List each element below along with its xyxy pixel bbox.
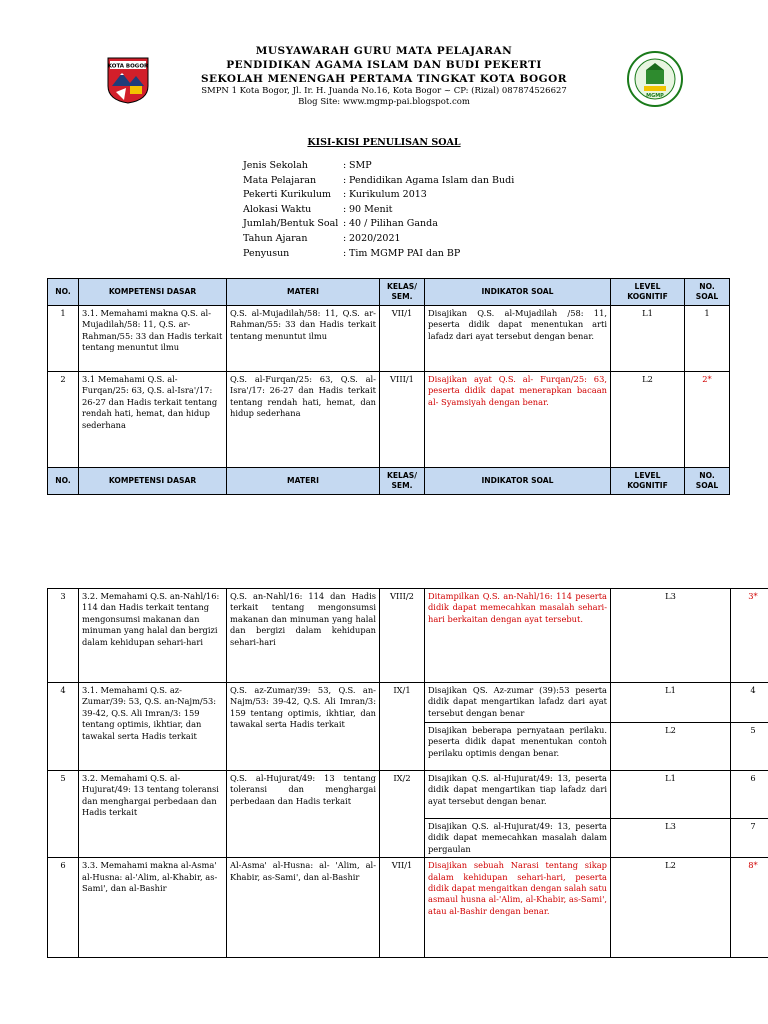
table-cell: L2 xyxy=(611,372,685,468)
table-cell: Al-Asma' al-Husna: al- 'Alim, al-Khabir, as-Sami', dan al-Bashir xyxy=(227,858,380,958)
table-cell: 4 xyxy=(48,683,79,771)
info-value: 40 / Pilihan Ganda xyxy=(349,218,438,230)
table-row xyxy=(48,589,768,683)
table-row xyxy=(48,771,768,819)
table-cell: 3 xyxy=(48,589,79,683)
table-cell: Disajikan sebuah Narasi tentang sikap dalam kehidupan sehari-hari, peserta didik dapat mengaitkan dengan salah satu asmaul husna al-'Alim, al-Khabir, as-Sami', atau al-Bashir dengan benar. xyxy=(425,858,611,958)
col-header: INDIKATOR SOAL xyxy=(425,468,611,495)
kisi-table-2 xyxy=(47,588,768,958)
svg-text:KOTA BOGOR: KOTA BOGOR xyxy=(107,63,149,70)
table-cell: 6 xyxy=(731,771,768,819)
col-header: MATERI xyxy=(227,279,380,306)
table-cell: 2* xyxy=(685,372,730,468)
table-cell: Disajikan Q.S. al-Hujurat/49: 13, peserta didik dapat mengartikan tiap lafadz dari ayat tersebut dengan benar. xyxy=(425,771,611,819)
table-cell: 8* xyxy=(731,858,768,958)
org-line-2: PENDIDIKAN AGAMA ISLAM DAN BUDI PEKERTI xyxy=(226,59,542,71)
info-colon: : xyxy=(343,189,347,201)
document-info xyxy=(243,159,514,261)
table-header-row xyxy=(48,279,730,306)
info-row xyxy=(243,217,514,232)
logo-text: MGMP xyxy=(646,93,664,99)
org-address: SMPN 1 Kota Bogor, Jl. Ir. H. Juanda No.16, Kota Bogor ~ CP: (Rizal) 087874526627 xyxy=(201,86,567,96)
table-cell: 3.2. Memahami Q.S. an-Nahl/16: 114 dan Hadis terkait tentang mengonsumsi makanan dan minuman yang halal dan bergizi dalam kehidupan sehari-hari xyxy=(79,589,227,683)
table-cell: 3.1. Memahami makna Q.S. al-Mujadilah/58: 11, Q.S. ar-Rahman/55: 33 dan Hadis terkait tentang menuntut ilmu xyxy=(79,306,227,372)
table-cell: Q.S. az-Zumar/39: 53, Q.S. an-Najm/53: 39-42, Q.S. Ali Imran/3: 159 tentang optimis, ikhtiar, dan tawakal serta Hadis terkait xyxy=(227,683,380,771)
info-value: Tim MGMP PAI dan BP xyxy=(349,247,461,259)
info-key: Tahun Ajaran xyxy=(243,232,308,244)
table-cell: Ditampilkan Q.S. an-Nahl/16: 114 peserta didik dapat memecahkan masalah sehari-hari berkaitan dengan ayat tersebut. xyxy=(425,589,611,683)
table-cell: L2 xyxy=(611,723,731,771)
col-header: MATERI xyxy=(227,468,380,495)
info-colon: : xyxy=(343,203,347,215)
info-colon: : xyxy=(343,174,347,186)
col-header: NO. xyxy=(48,279,79,306)
table-cell: 3.1. Memahami Q.S. az-Zumar/39: 53, Q.S. an-Najm/53: 39-42, Q.S. Ali Imran/3: 159 tentang optimis, ikhtiar, dan tawakal serta Hadis terkait xyxy=(79,683,227,771)
table-cell: 7 xyxy=(731,819,768,858)
col-header: LEVEL KOGNITIF xyxy=(611,468,685,495)
table-cell: Disajikan Q.S. al-Mujadilah /58: 11, peserta didik dapat menentukan arti lafadz dari ayat tersebut dengan benar. xyxy=(425,306,611,372)
info-colon: : xyxy=(343,232,347,244)
table-cell: L2 xyxy=(611,858,731,958)
info-value: 2020/2021 xyxy=(349,232,401,244)
table-cell: VIII/1 xyxy=(380,372,425,468)
table-cell: 4 xyxy=(731,683,768,723)
org-blog: Blog Site: www.mgmp-pai.blogspot.com xyxy=(298,97,470,107)
info-key: Jenis Sekolah xyxy=(243,160,308,171)
table-cell: 3* xyxy=(731,589,768,683)
table-cell: 1 xyxy=(685,306,730,372)
info-colon: : xyxy=(343,247,347,259)
info-row xyxy=(243,203,514,218)
table-cell: 3.2. Memahami Q.S. al-Hujurat/49: 13 tentang toleransi dan menghargai perbedaan dan Hadis terkait xyxy=(79,771,227,858)
info-value: 90 Menit xyxy=(349,203,393,215)
col-header: KELAS/ SEM. xyxy=(380,279,425,306)
table-cell: L1 xyxy=(611,771,731,819)
table-cell: VIII/2 xyxy=(380,589,425,683)
table-row xyxy=(48,858,768,958)
table-cell: 2 xyxy=(48,372,79,468)
col-header: KOMPETENSI DASAR xyxy=(79,468,227,495)
table-cell: Q.S. al-Hujurat/49: 13 tentang toleransi dan menghargai perbedaan dan Hadis terkait xyxy=(227,771,380,858)
table-cell: Q.S. al-Mujadilah/58: 11, Q.S. ar-Rahman/55: 33 dan Hadis terkait tentang menuntut ilmu xyxy=(227,306,380,372)
table-cell: VII/1 xyxy=(380,858,425,958)
info-key: Pekerti Kurikulum xyxy=(243,189,332,201)
table-cell: L3 xyxy=(611,819,731,858)
org-line-1: MUSYAWARAH GURU MATA PELAJARAN xyxy=(255,45,513,57)
col-header: NO. SOAL xyxy=(685,279,730,306)
col-header: INDIKATOR SOAL xyxy=(425,279,611,306)
info-key: Mata Pelajaran xyxy=(243,174,317,186)
table-cell: Q.S. al-Furqan/25: 63, Q.S. al-Isra'/17: 26-27 dan Hadis terkait tentang rendah hati, hemat, dan hidup sederhana xyxy=(227,372,380,468)
letterhead xyxy=(0,44,768,108)
document-title: KISI-KISI PENULISAN SOAL xyxy=(307,137,461,148)
info-key: Penyusun xyxy=(243,247,290,259)
info-row xyxy=(243,159,514,174)
table-cell: Disajikan QS. Az-zumar (39):53 peserta didik dapat mengartikan lafadz dari ayat tersebut dengan benar xyxy=(425,683,611,723)
table-row xyxy=(48,683,768,723)
col-header: KELAS/ SEM. xyxy=(380,468,425,495)
table-cell: VII/1 xyxy=(380,306,425,372)
table-cell: Disajikan ayat Q.S. al- Furqan/25: 63, peserta didik dapat menerapkan bacaan al- Syamsiyah dengan benar. xyxy=(425,372,611,468)
table-cell: L1 xyxy=(611,683,731,723)
col-header: NO. xyxy=(48,468,79,495)
info-value: SMP xyxy=(349,160,372,171)
table-cell: L3 xyxy=(611,589,731,683)
table-row xyxy=(48,372,730,468)
info-row xyxy=(243,174,514,189)
info-value: Pendidikan Agama Islam dan Budi xyxy=(349,174,515,186)
table-cell: Disajikan Q.S. al-Hujurat/49: 13, peserta didik dapat memecahkan masalah dalam pergaulan xyxy=(425,819,611,858)
info-colon: : xyxy=(343,218,347,230)
table-header-row xyxy=(48,468,730,495)
info-row xyxy=(243,232,514,247)
table-cell: IX/1 xyxy=(380,683,425,771)
table-cell: Q.S. an-Nahl/16: 114 dan Hadis terkait tentang mengonsumsi makanan dan minuman yang halal dan bergizi dalam kehidupan sehari-hari xyxy=(227,589,380,683)
col-header: KOMPETENSI DASAR xyxy=(79,279,227,306)
org-line-3: SEKOLAH MENENGAH PERTAMA TINGKAT KOTA BOGOR xyxy=(200,73,568,85)
table-cell: 1 xyxy=(48,306,79,372)
table-cell: 3.3. Memahami makna al-Asma' al-Husna: al-'Alim, al-Khabir, as-Sami', dan al-Bashir xyxy=(79,858,227,958)
info-colon: : xyxy=(343,160,347,171)
kisi-table-1 xyxy=(47,278,730,495)
table-cell: 6 xyxy=(48,858,79,958)
table-row xyxy=(48,306,730,372)
table-cell: L1 xyxy=(611,306,685,372)
col-header: LEVEL KOGNITIF xyxy=(611,279,685,306)
table-cell: 5 xyxy=(731,723,768,771)
info-key: Alokasi Waktu xyxy=(243,203,312,215)
info-row xyxy=(243,188,514,203)
table-cell: Disajikan beberapa pernyataan perilaku. peserta didik dapat menentukan contoh perilaku optimis dengan benar. xyxy=(425,723,611,771)
col-header: NO. SOAL xyxy=(685,468,730,495)
info-value: Kurikulum 2013 xyxy=(349,189,427,201)
info-key: Jumlah/Bentuk Soal xyxy=(243,218,339,230)
info-row xyxy=(243,247,514,262)
table-cell: 3.1 Memahami Q.S. al-Furqan/25: 63, Q.S. al-Isra'/17: 26-27 dan Hadis terkait tentang rendah hati, hemat, dan hidup sederhana xyxy=(79,372,227,468)
table-cell: 5 xyxy=(48,771,79,858)
table-cell: IX/2 xyxy=(380,771,425,858)
